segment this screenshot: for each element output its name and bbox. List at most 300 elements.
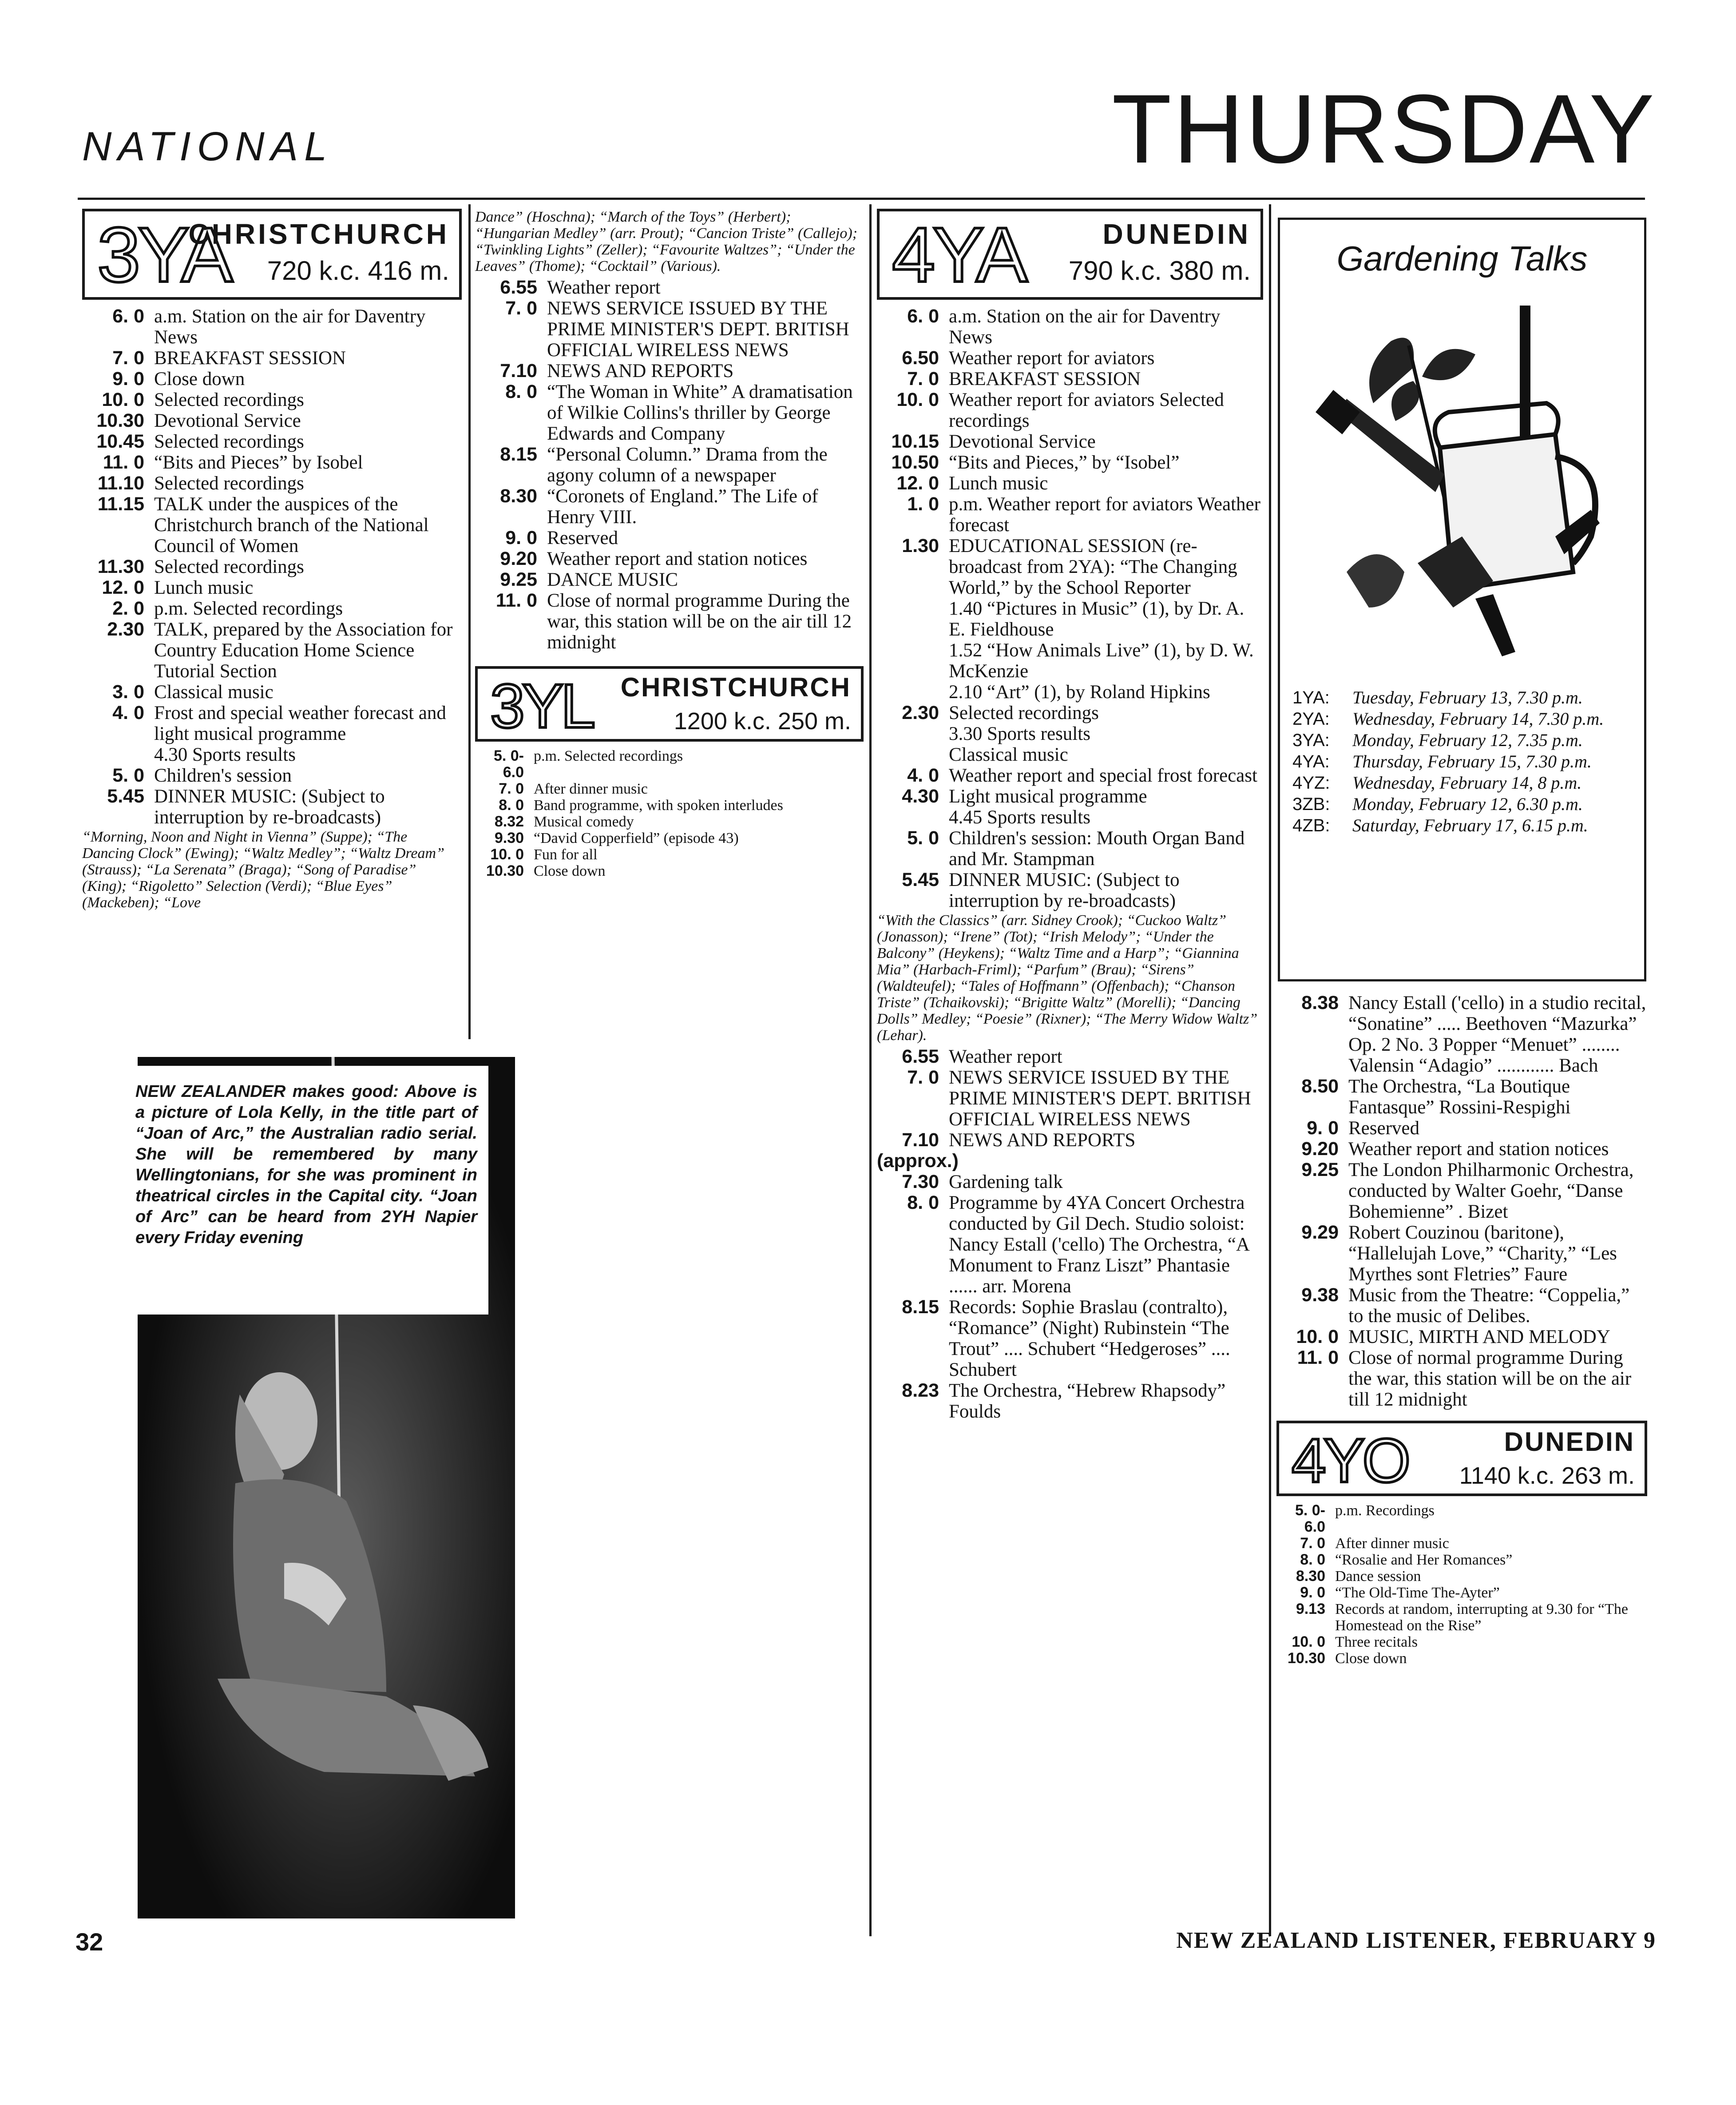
entry-time: 3. 0: [112, 681, 144, 703]
entry-text: Devotional Service: [949, 431, 1096, 452]
programme-entry: [82, 389, 462, 410]
entry-text: Band programme, with spoken interludes: [534, 797, 783, 814]
station-stamp-3yl: [475, 666, 864, 742]
programme-entry: [475, 863, 864, 879]
programme-entry: [877, 1192, 1263, 1297]
entry-time: 6. 0: [112, 306, 144, 327]
entry-text: BREAKFAST SESSION: [154, 348, 346, 369]
entry-text: a.m. Station on the air for Daventry News: [949, 306, 1221, 348]
station-stamp-4yo: [1276, 1421, 1647, 1496]
entry-time: 4. 0: [907, 765, 939, 786]
station-city: DUNEDIN: [1504, 1427, 1635, 1457]
entry-time: 10. 0: [1296, 1326, 1339, 1347]
entry-text: The Orchestra, “La Boutique Fantasque” Rossini-Respighi: [1348, 1076, 1571, 1118]
station-callsign: 3YA: [97, 212, 230, 298]
entry-time: 6.50: [902, 347, 939, 369]
entry-time: 11.10: [97, 473, 144, 494]
entry-text: Selected recordings: [154, 431, 304, 452]
entry-time: 5.45: [902, 869, 939, 890]
dinner-music-list: “Morning, Noon and Night in Vienna” (Suppe); “The Dancing Clock” (Ewing); “Waltz Medley”; “Waltz Dream” (Strauss); “La Serenata” (Braga); “Song of Paradise” (King); “Rigoletto” Selection (Verdi); “Blue Eyes” (Mackeben); “Love: [82, 829, 444, 911]
programme-entry: [475, 381, 864, 444]
entry-text: After dinner music: [534, 781, 648, 797]
entry-time: 8.23: [902, 1380, 939, 1401]
programme-entry: [82, 473, 462, 494]
station-callsign: 3YL: [490, 671, 593, 741]
programme-list-4yo: [1276, 1502, 1647, 1667]
watering-can-illustration: [1307, 288, 1617, 679]
programme-entry: [877, 1046, 1263, 1067]
gardening-station: 1YA:: [1292, 688, 1330, 707]
programme-entry: [877, 431, 1263, 452]
programme-entry: [877, 744, 1263, 765]
programme-entry: [1276, 1327, 1647, 1347]
programme-entry: [475, 548, 864, 569]
entry-time: 11.30: [97, 556, 144, 577]
entry-time: 8. 0: [907, 1192, 939, 1213]
entry-text: “Coronets of England.” The Life of Henry VIII.: [547, 486, 818, 528]
programme-entry: [475, 361, 864, 381]
entry-time: 5.45: [107, 786, 144, 807]
entry-text: “The Old-Time The-Ayter”: [1335, 1585, 1500, 1601]
entry-time: 9.25: [1301, 1159, 1339, 1180]
station-city: DUNEDIN: [1102, 218, 1251, 250]
entry-text: Close down: [154, 369, 245, 389]
programme-entry: [877, 786, 1263, 807]
entry-text: [968, 1151, 1263, 1172]
gardening-row: [1292, 687, 1632, 708]
entry-time: 1.30: [902, 535, 939, 556]
entry-text: Close of normal programme During the war, this station will be on the air till 12 midnight: [547, 590, 852, 653]
entry-time: 8. 0: [499, 797, 524, 814]
entry-text: Programme by 4YA Concert Orchestra conducted by Gil Dech. Studio soloist: Nancy Estall ('cello) The Orchestra, “A Monument to Franz Liszt” Phantasie ...... arr. Morena: [949, 1192, 1249, 1297]
entry-time: [877, 640, 949, 682]
entry-text: 2.10 “Art” (1), by Roland Hipkins: [949, 682, 1210, 703]
programme-entry: [877, 348, 1263, 369]
entry-text: Records at random, interrupting at 9.30 for “The Homestead on the Rise”: [1335, 1601, 1628, 1634]
entry-time: 7.30: [902, 1171, 939, 1192]
programme-entry: [877, 452, 1263, 473]
programme-entry: [877, 473, 1263, 494]
entry-text: Close down: [1335, 1650, 1407, 1667]
gardening-station: 4YZ:: [1292, 773, 1330, 793]
programme-entry: [877, 703, 1263, 723]
programme-entry: [82, 765, 462, 786]
programme-entry: [1276, 1650, 1647, 1667]
programme-entry: [82, 703, 462, 744]
column-divider: [1269, 204, 1271, 1936]
entry-text: Weather report and station notices: [1348, 1139, 1609, 1160]
entry-time: 9. 0: [1300, 1584, 1325, 1601]
programme-entry: [475, 444, 864, 486]
programme-entry: [82, 577, 462, 598]
programme-list-3yl: [475, 748, 864, 879]
entry-text: NEWS AND REPORTS: [547, 361, 734, 381]
entry-time: 4. 0: [112, 702, 144, 723]
programme-entry: [82, 682, 462, 703]
column-3ya-continued: [475, 209, 864, 879]
entry-time: 5. 0: [112, 765, 144, 786]
station-frequency: 1200 k.c. 250 m.: [674, 708, 851, 735]
entry-text: MUSIC, MIRTH AND MELODY: [1348, 1327, 1610, 1347]
entry-text: “The Woman in White” A dramatisation of Wilkie Collins's thriller by George Edwards and Company: [547, 381, 853, 444]
programme-entry: [877, 306, 1263, 348]
entry-time: 7.10: [500, 360, 537, 381]
programme-entry: [877, 389, 1263, 431]
entry-time: 9.20: [500, 548, 537, 569]
programme-list-3ya: [82, 306, 462, 828]
entry-text: Classical music: [154, 682, 273, 703]
entry-time: 8. 0: [505, 381, 537, 402]
programme-entry: [475, 590, 864, 653]
programme-entry: [82, 494, 462, 556]
station-city: CHRISTCHURCH: [620, 672, 851, 702]
entry-time: 9.29: [1301, 1222, 1339, 1243]
gardening-date: Monday, February 12, 6.30 p.m.: [1352, 794, 1583, 814]
entry-time: 1. 0: [907, 493, 939, 515]
programme-entry: [1276, 1160, 1647, 1222]
programme-entry: [1276, 1568, 1647, 1585]
entry-text: Selected recordings: [154, 473, 304, 494]
entry-time: 11. 0: [103, 452, 144, 473]
gardening-row: [1292, 709, 1632, 729]
entry-time: 9.25: [500, 569, 537, 590]
entry-time: 8.32: [494, 813, 524, 830]
entry-time: 11. 0: [1297, 1347, 1339, 1368]
entry-text: Weather report: [949, 1046, 1062, 1067]
entry-text: Lunch music: [154, 577, 254, 598]
entry-time: [877, 682, 949, 703]
gardening-date: Thursday, February 15, 7.30 p.m.: [1352, 751, 1592, 771]
section-label: NATIONAL: [82, 124, 333, 169]
programme-entry: [877, 828, 1263, 870]
station-stamp-4ya: [877, 209, 1263, 300]
entry-time: (approx.): [877, 1150, 959, 1172]
photo-caption: NEW ZEALANDER makes good: Above is a picture of Lola Kelly, in the title part of “Joan of Arc,” the Australian radio serial. She will be remembered by many Wellingtonians, for she was prominent in theatrical circles in the Capital city. “Joan of Arc” can be heard from 2YH Napier every Friday evening: [135, 1082, 477, 1247]
entry-time: [877, 598, 949, 640]
entry-time: 10. 0: [102, 389, 144, 410]
entry-time: 9. 0: [505, 527, 537, 548]
entry-time: 12. 0: [896, 473, 939, 494]
entry-time: 4.30: [902, 786, 939, 807]
column-divider: [869, 204, 872, 1936]
entry-text: Fun for all: [534, 846, 598, 863]
entry-text: p.m. Weather report for aviators Weather forecast: [949, 494, 1260, 536]
entry-time: 8.38: [1301, 992, 1339, 1013]
programme-entry: [1276, 1535, 1647, 1552]
entry-text: Music from the Theatre: “Coppelia,” to the music of Delibes.: [1348, 1285, 1630, 1327]
gardening-station: 4ZB:: [1292, 816, 1330, 835]
entry-time: 6. 0: [907, 306, 939, 327]
day-title: THURSDAY: [1112, 74, 1656, 183]
entry-time: 10. 0: [896, 389, 939, 410]
entry-text: Weather report for aviators: [949, 348, 1155, 369]
programme-entry: [877, 765, 1263, 786]
gardening-talks-schedule: [1280, 687, 1644, 836]
entry-time: 7. 0: [1300, 1535, 1325, 1552]
entry-time: [877, 723, 949, 744]
entry-text: Classical music: [949, 744, 1068, 765]
entry-text: Reserved: [547, 528, 618, 548]
programme-entry: [1276, 1502, 1647, 1535]
programme-entry: [877, 369, 1263, 389]
entry-time: 10.15: [891, 431, 939, 452]
programme-entry: [877, 870, 1263, 911]
programme-entry: [877, 536, 1263, 598]
programme-entry: [475, 797, 864, 814]
programme-entry: [1276, 1552, 1647, 1568]
entry-time: 2.30: [107, 619, 144, 640]
programme-entry: [475, 528, 864, 548]
entry-text: a.m. Station on the air for Daventry News: [154, 306, 426, 348]
programme-entry: [1276, 1347, 1647, 1410]
entry-text: Weather report and station notices: [547, 548, 808, 569]
gardening-date: Saturday, February 17, 6.15 p.m.: [1352, 815, 1588, 835]
entry-time: 9.38: [1301, 1284, 1339, 1306]
station-frequency: 1140 k.c. 263 m.: [1459, 1462, 1635, 1489]
programme-list-4ya: [877, 306, 1263, 911]
entry-text: “Bits and Pieces,” by “Isobel”: [949, 452, 1180, 473]
entry-time: 10. 0: [490, 846, 524, 863]
programme-entry: [877, 640, 1263, 682]
entry-text: Frost and special weather forecast and light musical programme: [154, 703, 446, 744]
entry-time: 7. 0: [499, 780, 524, 797]
entry-time: 6.55: [902, 1046, 939, 1067]
entry-time: 10.30: [486, 862, 524, 879]
entry-time: 8.30: [1296, 1568, 1325, 1585]
gardening-talks-title: Gardening Talks: [1336, 239, 1588, 278]
programme-entry: [475, 846, 864, 863]
entry-text: After dinner music: [1335, 1535, 1449, 1552]
page-number: 32: [75, 1928, 103, 1956]
entry-text: Close down: [534, 863, 606, 879]
entry-time: 10.50: [891, 452, 939, 473]
entry-text: DANCE MUSIC: [547, 569, 678, 590]
entry-time: [877, 744, 949, 765]
entry-time: 10. 0: [1292, 1633, 1325, 1650]
entry-text: Close of normal programme During the war, this station will be on the air till 12 midnight: [1348, 1347, 1632, 1410]
programme-entry: [82, 431, 462, 452]
programme-entry: [877, 1172, 1263, 1192]
entry-time: 8. 0: [1300, 1551, 1325, 1568]
entry-text: TALK under the auspices of the Christchurch branch of the National Council of Women: [154, 494, 429, 556]
entry-text: Selected recordings: [949, 703, 1099, 723]
entry-time: 2.30: [902, 702, 939, 723]
entry-text: Dance session: [1335, 1568, 1421, 1585]
entry-text: 1.52 “How Animals Live” (1), by D. W. McKenzie: [949, 640, 1254, 682]
gardening-row: [1292, 815, 1632, 836]
entry-text: Nancy Estall ('cello) in a studio recital, “Sonatine” ..... Beethoven “Mazurka” Op. 2 No. 3 Popper “Menuet” ........ Valensin “Adagio” ............ Bach: [1348, 993, 1646, 1076]
programme-entry: [1276, 1601, 1647, 1634]
programme-entry: [877, 807, 1263, 828]
programme-entry: [1276, 1139, 1647, 1160]
entry-text: NEWS SERVICE ISSUED BY THE PRIME MINISTER'S DEPT. BRITISH OFFICIAL WIRELESS NEWS: [949, 1067, 1251, 1130]
programme-entry: [877, 1151, 1263, 1172]
entry-text: Weather report for aviators Selected recordings: [949, 389, 1224, 431]
programme-entry: [1276, 1585, 1647, 1601]
entry-time: 7.10: [902, 1129, 939, 1151]
dinner-music-continued: Dance” (Hoschna); “March of the Toys” (Herbert); “Hungarian Medley” (arr. Prout); “Cancion Triste” (Callejo); “Twinkling Lights” (Zeller); “Favourite Waltzes”; “Under the Leaves” (Thome); “Cocktail” (Various).: [475, 209, 858, 274]
entry-time: 11.15: [97, 493, 144, 515]
programme-entry: [1276, 1118, 1647, 1139]
gardening-station: 3ZB:: [1292, 794, 1330, 814]
programme-list-4ya-late: [1276, 993, 1647, 1410]
programme-entry: [82, 452, 462, 473]
gardening-date: Wednesday, February 14, 7.30 p.m.: [1352, 709, 1604, 729]
programme-entry: [82, 556, 462, 577]
entry-text: DINNER MUSIC: (Subject to interruption by re-broadcasts): [154, 786, 385, 828]
programme-entry: [475, 569, 864, 590]
programme-entry: [82, 598, 462, 619]
programme-entry: [82, 306, 462, 348]
entry-time: 7. 0: [907, 368, 939, 389]
entry-text: Musical comedy: [534, 814, 634, 830]
dinner-music-list-4ya: “With the Classics” (arr. Sidney Crook); “Cuckoo Waltz” (Jonasson); “Irene” (Tot); “Irish Melody”; “Under the Balcony” (Heykens); “Waltz Time and a Harp”; “Giannina Mia” (Harbach-Friml); “Parfum” (Brau); “Sirens” (Waldteufel); “Tales of Hoffmann” (Offenbach); “Chanson Triste” (Tchaikovski); “Brigitte Waltz” (Morelli); “Dancing Dolls” Medley; “Poesie” (Rixner); “The Merry Widow Waltz” (Lehar).: [877, 912, 1258, 1044]
entry-text: Light musical programme: [949, 786, 1147, 807]
entry-text: Selected recordings: [154, 389, 304, 410]
entry-time: 7. 0: [907, 1067, 939, 1088]
programme-entry: [475, 814, 864, 830]
programme-entry: [877, 1297, 1263, 1380]
entry-time: 10.30: [96, 410, 144, 431]
entry-time: 7. 0: [112, 347, 144, 369]
entry-text: Records: Sophie Braslau (contralto), “Romance” (Night) Rubinstein “The Trout” .... Schubert “Hedgeroses” .... Schubert: [949, 1297, 1230, 1380]
station-stamp-3ya: [82, 209, 462, 300]
entry-text: p.m. Recordings: [1335, 1502, 1435, 1519]
programme-entry: [475, 830, 864, 846]
programme-list-3ya-evening: [475, 277, 864, 653]
programme-entry: [82, 369, 462, 389]
entry-time: 6.55: [500, 277, 537, 298]
entry-time: 5. 0: [907, 827, 939, 849]
programme-entry: [82, 744, 462, 765]
programme-entry: [1276, 1076, 1647, 1118]
gardening-date: Tuesday, February 13, 7.30 p.m.: [1352, 687, 1583, 707]
entry-text: Reserved: [1348, 1118, 1419, 1139]
entry-text: Weather report: [547, 277, 661, 298]
gardening-station: 3YA:: [1292, 731, 1330, 750]
entry-text: The Orchestra, “Hebrew Rhapsody” Foulds: [949, 1380, 1226, 1422]
entry-text: Selected recordings: [154, 556, 304, 577]
entry-time: 9.30: [494, 830, 524, 846]
programme-entry: [877, 682, 1263, 703]
gardening-row: [1292, 794, 1632, 814]
entry-text: EDUCATIONAL SESSION (re-broadcast from 2YA): “The Changing World,” by the School Reporter: [949, 536, 1237, 598]
gardening-row: [1292, 730, 1632, 751]
entry-time: 9. 0: [1307, 1117, 1339, 1139]
entry-text: 4.30 Sports results: [154, 744, 296, 765]
column-4ya: [877, 209, 1263, 1422]
entry-text: NEWS AND REPORTS: [949, 1130, 1136, 1151]
programme-entry: [82, 619, 462, 682]
entry-time: 12. 0: [102, 577, 144, 598]
entry-text: The London Philharmonic Orchestra, conducted by Walter Goehr, “Danse Bohemienne” . Bizet: [1348, 1160, 1634, 1222]
programme-entry: [475, 298, 864, 361]
programme-entry: [877, 598, 1263, 640]
programme-entry: [1276, 1222, 1647, 1285]
programme-entry: [877, 723, 1263, 744]
header-rule: [78, 198, 1645, 200]
entry-text: Devotional Service: [154, 410, 301, 431]
entry-time: 5. 0-6.0: [493, 747, 524, 781]
entry-text: Lunch music: [949, 473, 1048, 494]
entry-text: Robert Couzinou (baritone), “Hallelujah Love,” “Charity,” “Les Myrthes sont Fletries” Faure: [1348, 1222, 1617, 1285]
station-frequency: 720 k.c. 416 m.: [267, 256, 449, 286]
entry-time: 5. 0-6.0: [1295, 1502, 1325, 1535]
entry-time: [877, 807, 949, 828]
gardening-date: Wednesday, February 14, 8 p.m.: [1352, 773, 1582, 793]
entry-time: 7. 0: [505, 298, 537, 319]
entry-text: “Rosalie and Her Romances”: [1335, 1552, 1513, 1568]
entry-text: DINNER MUSIC: (Subject to interruption by re-broadcasts): [949, 870, 1180, 911]
programme-entry: [877, 1380, 1263, 1422]
column-divider: [468, 204, 471, 1039]
station-callsign: 4YA: [892, 212, 1025, 298]
entry-text: NEWS SERVICE ISSUED BY THE PRIME MINISTER'S DEPT. BRITISH OFFICIAL WIRELESS NEWS: [547, 298, 849, 361]
entry-text: Children's session: [154, 765, 292, 786]
entry-time: [82, 744, 154, 765]
entry-time: 8.15: [500, 444, 537, 465]
programme-entry: [877, 1130, 1263, 1151]
entry-text: Weather report and special frost forecast: [949, 765, 1257, 786]
entry-text: Gardening talk: [949, 1172, 1063, 1192]
programme-entry: [877, 494, 1263, 536]
programme-entry: [82, 348, 462, 369]
entry-text: p.m. Selected recordings: [534, 748, 683, 764]
entry-time: 8.15: [902, 1296, 939, 1318]
entry-time: 8.50: [1301, 1076, 1339, 1097]
gardening-station: 2YA:: [1292, 709, 1330, 729]
column-4ya-continued: [1276, 993, 1647, 1667]
entry-text: 1.40 “Pictures in Music” (1), by Dr. A. E. Fieldhouse: [949, 598, 1245, 640]
programme-entry: [1276, 993, 1647, 1076]
entry-text: 3.30 Sports results: [949, 723, 1090, 744]
publication-line: NEW ZEALAND LISTENER, FEBRUARY 9: [1176, 1928, 1656, 1953]
entry-time: 2. 0: [112, 598, 144, 619]
entry-text: “Bits and Pieces” by Isobel: [154, 452, 363, 473]
programme-entry: [1276, 1285, 1647, 1327]
entry-text: “Personal Column.” Drama from the agony column of a newspaper: [547, 444, 828, 486]
entry-text: 4.45 Sports results: [949, 807, 1090, 828]
entry-text: TALK, prepared by the Association for Country Education Home Science Tutorial Section: [154, 619, 453, 682]
entry-text: Three recitals: [1335, 1634, 1418, 1650]
entry-time: 9.13: [1296, 1601, 1325, 1617]
entry-text: BREAKFAST SESSION: [949, 369, 1141, 389]
entry-time: 10.30: [1287, 1650, 1325, 1667]
entry-time: 9. 0: [112, 368, 144, 389]
entry-text: “David Copperfield” (episode 43): [534, 830, 739, 846]
gardening-row: [1292, 773, 1632, 793]
gardening-talks-box: [1278, 218, 1646, 981]
gardening-station: 4YA:: [1292, 752, 1330, 771]
gardening-row: [1292, 751, 1632, 772]
programme-entry: [475, 486, 864, 528]
entry-time: 9.20: [1301, 1138, 1339, 1160]
gardening-date: Monday, February 12, 7.35 p.m.: [1352, 730, 1583, 750]
station-city: CHRISTCHURCH: [188, 218, 449, 250]
station-frequency: 790 k.c. 380 m.: [1068, 256, 1251, 286]
column-3ya: [82, 209, 462, 913]
programme-list-4ya-evening: [877, 1046, 1263, 1422]
programme-entry: [475, 781, 864, 797]
entry-text: p.m. Selected recordings: [154, 598, 343, 619]
programme-entry: [475, 277, 864, 298]
entry-time: 11. 0: [495, 590, 537, 611]
entry-time: 8.30: [500, 485, 537, 507]
programme-entry: [877, 1067, 1263, 1130]
programme-entry: [82, 786, 462, 828]
station-callsign: 4YO: [1292, 1426, 1408, 1495]
programme-entry: [82, 410, 462, 431]
